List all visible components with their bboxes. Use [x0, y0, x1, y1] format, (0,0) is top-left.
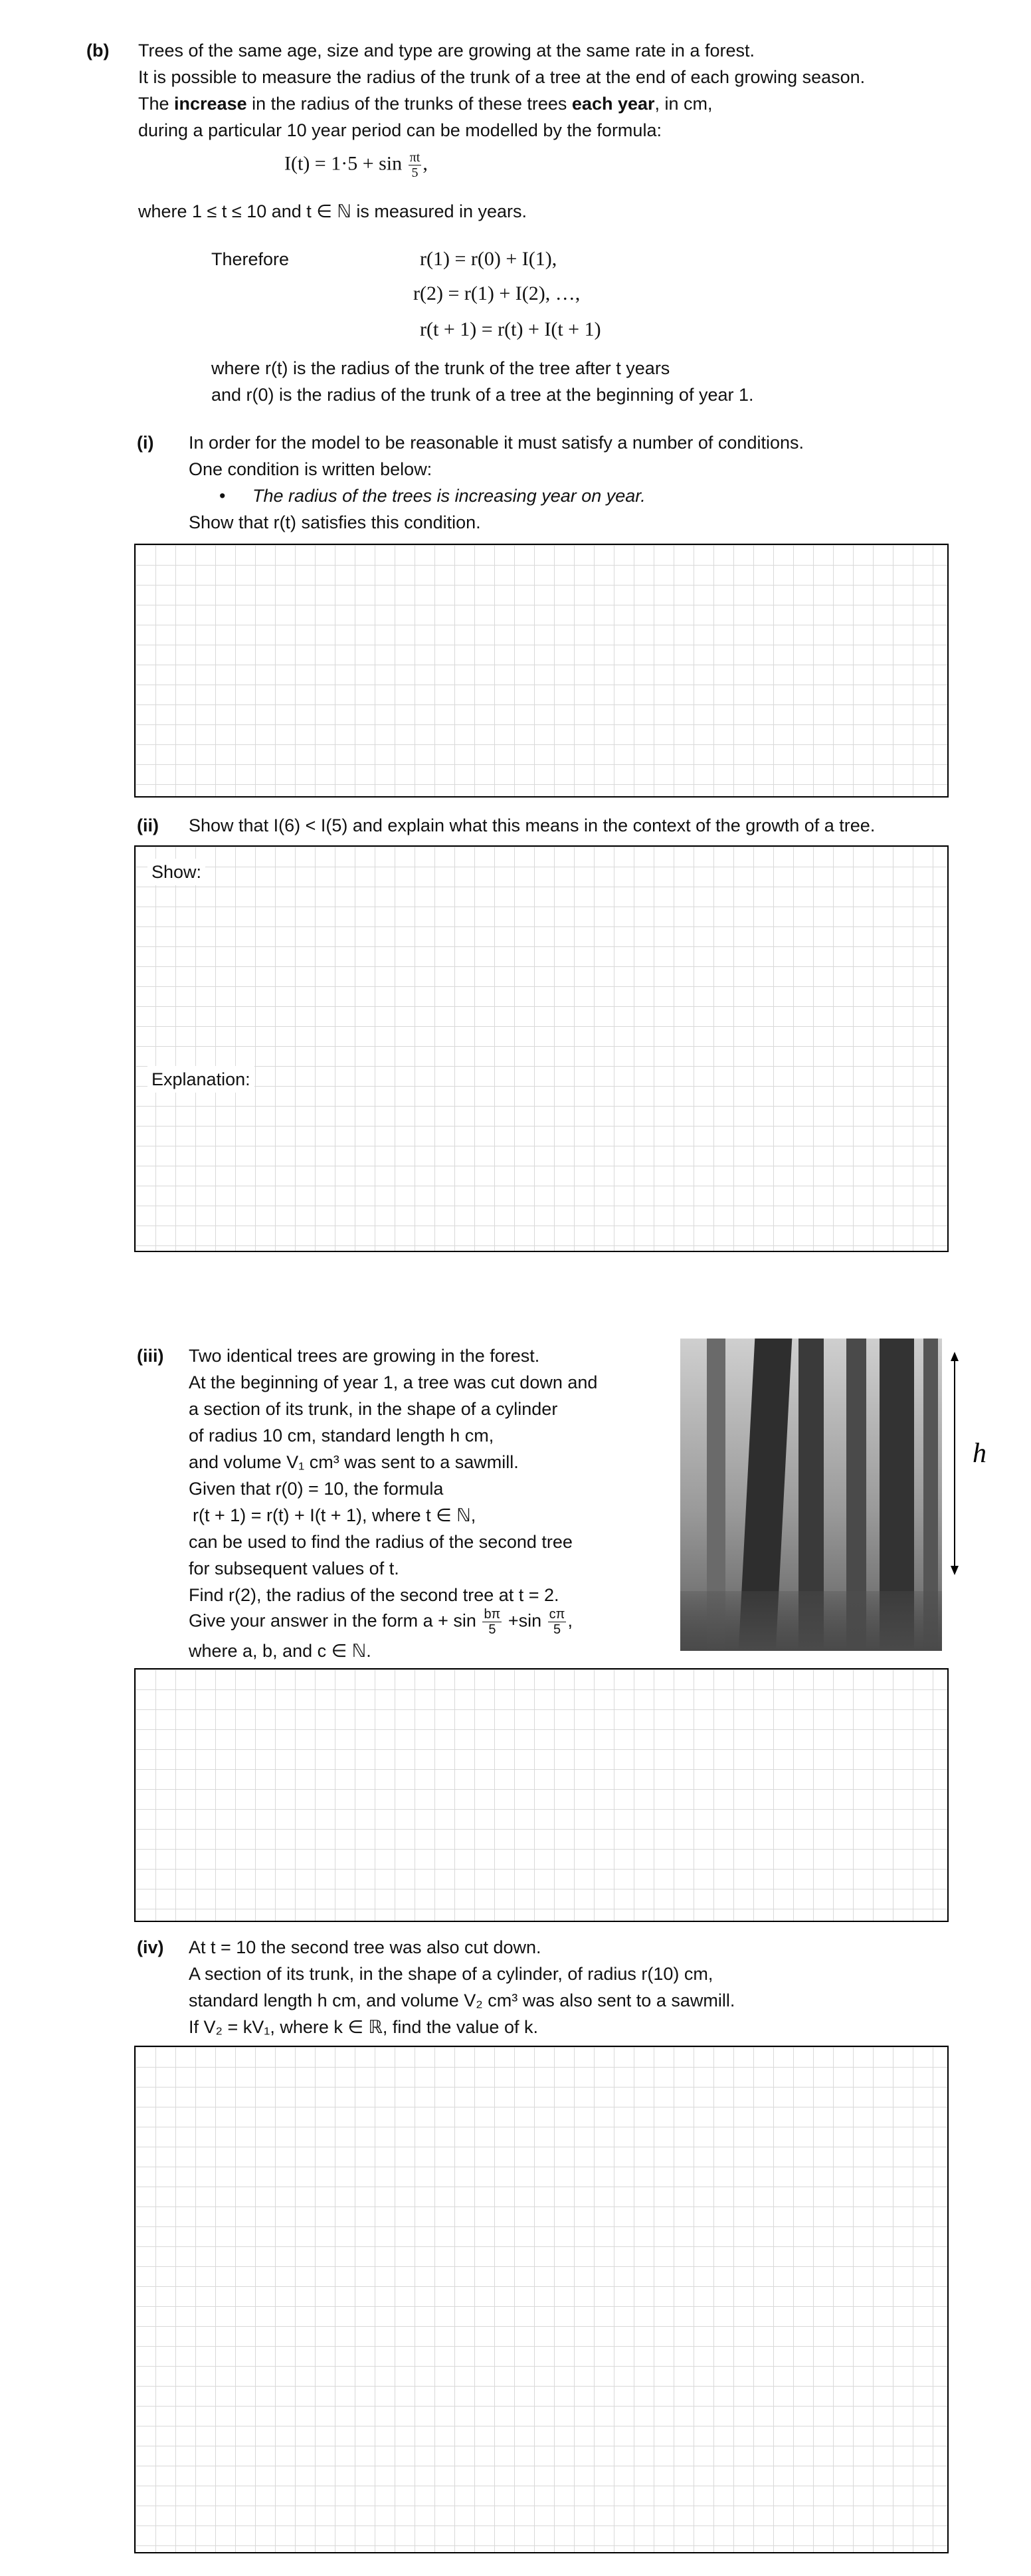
- forest-photo: [680, 1339, 942, 1651]
- intro-line-2: It is possible to measure the radius of the trunk of a tree at the end of each growing season.: [138, 67, 866, 87]
- part-iv-line-4: If V₂ = kV₁, where k ∈ ℝ, find the value of k.: [189, 2017, 538, 2037]
- part-iv-line-1: At t = 10 the second tree was also cut down.: [189, 1937, 541, 1957]
- part-iii-line-7: r(t + 1) = r(t) + I(t + 1), where t ∈ ℕ,: [193, 1505, 476, 1525]
- part-iii-line-1: Two identical trees are growing in the forest.: [189, 1346, 540, 1366]
- condition-bullet: •: [219, 486, 226, 506]
- domain-statement: where 1 ≤ t ≤ 10 and t ∈ ℕ is measured in years.: [138, 201, 527, 221]
- show-label: Show:: [147, 859, 205, 885]
- answer-form: Give your answer in the form a + sin $\frac{b\pi}{5}$ +sin $\frac{c\pi}{5}$ ,: [189, 1607, 573, 1637]
- part-iv-line-2: A section of its trunk, in the shape of a cylinder, of radius r(10) cm,: [189, 1964, 713, 1984]
- part-iii-line-10: Find r(2), the radius of the second tree at t = 2.: [189, 1585, 559, 1605]
- part-iii-line-6: Given that r(0) = 10, the formula: [189, 1479, 444, 1499]
- part-i-label: (i): [137, 433, 154, 453]
- length-label-h: h: [973, 1438, 986, 1469]
- radius-definition-1: where r(t) is the radius of the trunk of the tree after t years: [211, 358, 670, 378]
- answer-box-iv[interactable]: [134, 2046, 949, 2553]
- intro-line-4: during a particular 10 year period can be modelled by the formula:: [138, 120, 662, 140]
- therefore-label: Therefore: [211, 249, 290, 269]
- answer-box-iii[interactable]: [134, 1668, 949, 1922]
- part-iv-line-3: standard length h cm, and volume V₂ cm³ was also sent to a sawmill.: [189, 1990, 735, 2010]
- explanation-label: Explanation:: [147, 1066, 254, 1093]
- recursion-line-2: r(2) = r(1) + I(2), …,: [413, 282, 581, 304]
- part-iii-label: (iii): [137, 1346, 164, 1366]
- part-iii-where: where a, b, and c ∈ ℕ.: [189, 1641, 371, 1661]
- part-iii-line-5: and volume V₁ cm³ was sent to a sawmill.: [189, 1452, 519, 1472]
- length-arrow-diagram: [945, 1350, 1004, 1576]
- part-iv-label: (iv): [137, 1937, 164, 1957]
- part-iii-line-8: can be used to find the radius of the second tree: [189, 1532, 573, 1552]
- intro-line-3: The increase in the radius of the trunks of these trees each year, in cm,: [138, 94, 713, 114]
- recursion-line-3: r(t + 1) = r(t) + I(t + 1): [420, 318, 601, 340]
- part-i-line-2: One condition is written below:: [189, 459, 432, 479]
- recursion-line-1: r(1) = r(0) + I(1),: [420, 248, 557, 270]
- part-ii-task: Show that I(6) < I(5) and explain what this means in the context of the growth of a tree.: [189, 815, 876, 835]
- part-i-line-1: In order for the model to be reasonable it must satisfy a number of conditions.: [189, 433, 804, 453]
- part-b-label: (b): [86, 41, 110, 60]
- answer-box-ii[interactable]: [134, 845, 949, 1252]
- part-i-task: Show that r(t) satisfies this condition.: [189, 512, 481, 532]
- part-ii-label: (ii): [137, 815, 159, 835]
- answer-box-i[interactable]: [134, 544, 949, 798]
- part-iii-line-2: At the beginning of year 1, a tree was cut down and: [189, 1372, 598, 1392]
- radius-definition-2: and r(0) is the radius of the trunk of a tree at the beginning of year 1.: [211, 385, 754, 405]
- growth-formula: I(t) = 1·5 + sin $\frac{\pi t}{5}$ ,: [284, 150, 428, 180]
- part-iii-line-4: of radius 10 cm, standard length h cm,: [189, 1426, 494, 1446]
- part-iii-line-9: for subsequent values of t.: [189, 1558, 399, 1578]
- arrow-down-icon: [951, 1566, 959, 1575]
- condition-text: The radius of the trees is increasing year on year.: [252, 486, 646, 506]
- part-iii-line-3: a section of its trunk, in the shape of a cylinder: [189, 1399, 558, 1419]
- arrow-up-icon: [951, 1352, 959, 1361]
- intro-line-1: Trees of the same age, size and type are growing at the same rate in a forest.: [138, 41, 755, 60]
